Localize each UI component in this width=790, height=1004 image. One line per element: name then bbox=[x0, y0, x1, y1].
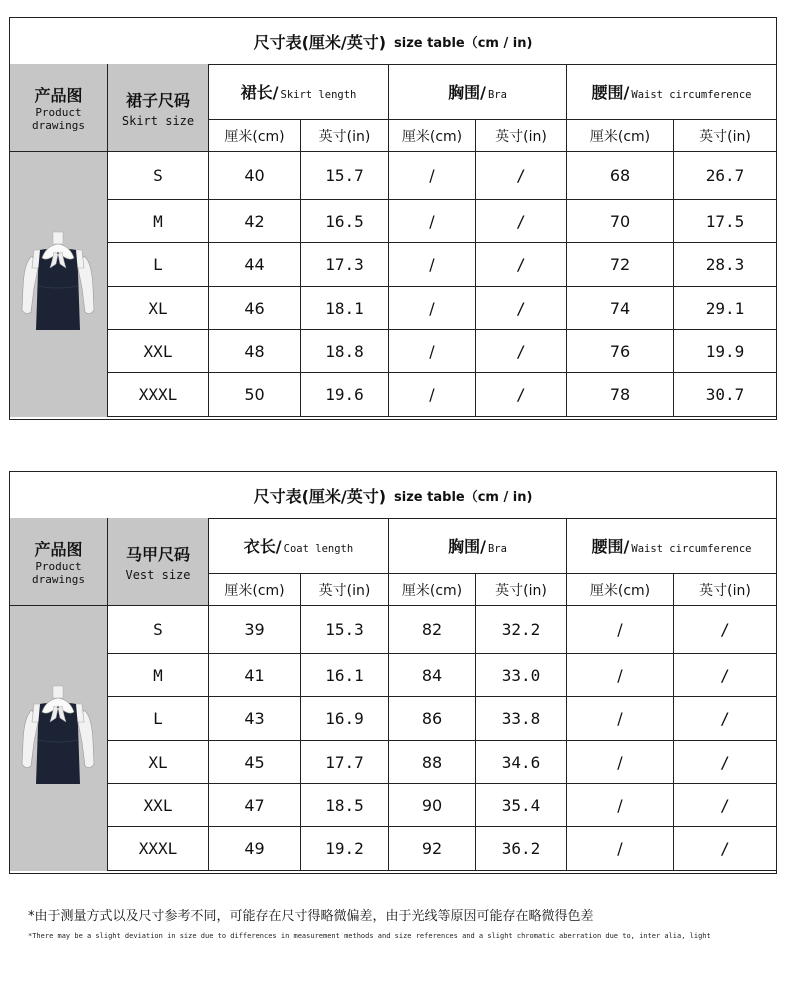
unit-header: 厘米(cm) bbox=[389, 120, 476, 152]
table-cell: 82 bbox=[389, 606, 476, 654]
table-cell: 18.1 bbox=[301, 287, 389, 330]
table-cell: / bbox=[476, 200, 567, 243]
size-label: L bbox=[108, 243, 209, 287]
table-cell: / bbox=[476, 287, 567, 330]
table-cell: 30.7 bbox=[674, 373, 777, 417]
group-header-3 bbox=[567, 518, 777, 574]
size-label: XL bbox=[108, 741, 209, 784]
table-cell: 16.1 bbox=[301, 654, 389, 697]
table-cell: 49 bbox=[209, 827, 301, 871]
group-header-en: Waist circumference bbox=[631, 89, 752, 101]
unit-header: 厘米(cm) bbox=[209, 574, 301, 606]
table-cell: 33.8 bbox=[476, 697, 567, 741]
size-table-2 bbox=[9, 471, 777, 874]
size-table-1 bbox=[9, 17, 777, 420]
table-cell: / bbox=[567, 654, 674, 697]
table-cell: / bbox=[674, 654, 777, 697]
size-header bbox=[108, 64, 209, 152]
table-cell: / bbox=[389, 152, 476, 200]
unit-header: 英寸(in) bbox=[674, 120, 777, 152]
table-cell: 16.9 bbox=[301, 697, 389, 741]
table-cell: 48 bbox=[209, 330, 301, 373]
table-cell: 50 bbox=[209, 373, 301, 417]
table-cell: 17.5 bbox=[674, 200, 777, 243]
group-header-2 bbox=[389, 64, 567, 120]
table-cell: 39 bbox=[209, 606, 301, 654]
table-cell: / bbox=[567, 606, 674, 654]
size-label: XXL bbox=[108, 784, 209, 827]
size-header-en: Vest size bbox=[125, 567, 191, 582]
table-cell: 76 bbox=[567, 330, 674, 373]
table-cell: / bbox=[567, 697, 674, 741]
size-label: XXXL bbox=[108, 373, 209, 417]
size-label: S bbox=[108, 606, 209, 654]
table-cell: 40 bbox=[209, 152, 301, 200]
unit-header: 英寸(in) bbox=[674, 574, 777, 606]
unit-header: 英寸(in) bbox=[301, 120, 389, 152]
size-label: XXXL bbox=[108, 827, 209, 871]
group-header-zh: 腰围/ bbox=[591, 537, 630, 556]
table-title-en: size table（cm / in) bbox=[394, 489, 533, 505]
table-cell: / bbox=[389, 287, 476, 330]
table-cell: 45 bbox=[209, 741, 301, 784]
table-cell: / bbox=[674, 606, 777, 654]
table-cell: 72 bbox=[567, 243, 674, 287]
size-header-en: Skirt size bbox=[121, 113, 195, 128]
table-cell: 15.3 bbox=[301, 606, 389, 654]
table-cell: 46 bbox=[209, 287, 301, 330]
group-header-zh: 衣长/ bbox=[243, 537, 282, 556]
table-cell: / bbox=[389, 373, 476, 417]
table-cell: / bbox=[567, 741, 674, 784]
table-cell: 19.6 bbox=[301, 373, 389, 417]
table-cell: 42 bbox=[209, 200, 301, 243]
footnote-english: *There may be a slight deviation in size due to differences in measurement methods and size references and a slight chromatic aberration due to, inter alia, light bbox=[28, 932, 711, 940]
table-cell: / bbox=[476, 152, 567, 200]
unit-header: 英寸(in) bbox=[476, 574, 567, 606]
group-header-en: Coat length bbox=[283, 543, 354, 555]
table-cell: 29.1 bbox=[674, 287, 777, 330]
product-header bbox=[10, 64, 108, 152]
unit-header: 厘米(cm) bbox=[389, 574, 476, 606]
product-header bbox=[10, 518, 108, 606]
product-header-en-1: Product bbox=[35, 106, 82, 119]
group-header-1 bbox=[209, 518, 389, 574]
table-cell: / bbox=[674, 697, 777, 741]
table-cell: / bbox=[674, 741, 777, 784]
table-title-zh: 尺寸表(厘米/英寸) bbox=[253, 32, 387, 52]
table-cell: / bbox=[476, 243, 567, 287]
table-cell: 15.7 bbox=[301, 152, 389, 200]
table-title-en: size table（cm / in) bbox=[394, 35, 533, 51]
table-title bbox=[10, 472, 776, 519]
table-cell: 41 bbox=[209, 654, 301, 697]
group-header-2 bbox=[389, 518, 567, 574]
table-cell: / bbox=[567, 784, 674, 827]
unit-header: 厘米(cm) bbox=[567, 120, 674, 152]
table-cell: 78 bbox=[567, 373, 674, 417]
size-header-zh: 马甲尺码 bbox=[125, 544, 190, 564]
table-cell: 19.2 bbox=[301, 827, 389, 871]
product-image-cell bbox=[10, 606, 108, 871]
product-header-en-2: drawings bbox=[32, 573, 85, 586]
group-header-zh: 胸围/ bbox=[448, 537, 486, 556]
group-header-3 bbox=[567, 64, 777, 120]
unit-header: 英寸(in) bbox=[476, 120, 567, 152]
table-cell: / bbox=[476, 373, 567, 417]
table-cell: 35.4 bbox=[476, 784, 567, 827]
size-label: M bbox=[108, 654, 209, 697]
table-cell: 26.7 bbox=[674, 152, 777, 200]
table-cell: 90 bbox=[389, 784, 476, 827]
group-header-zh: 胸围/ bbox=[448, 83, 486, 102]
table-cell: 17.7 bbox=[301, 741, 389, 784]
table-cell: / bbox=[389, 200, 476, 243]
table-cell: 18.5 bbox=[301, 784, 389, 827]
table-cell: 28.3 bbox=[674, 243, 777, 287]
table-cell: 36.2 bbox=[476, 827, 567, 871]
table-cell: 32.2 bbox=[476, 606, 567, 654]
unit-header: 英寸(in) bbox=[301, 574, 389, 606]
table-cell: 34.6 bbox=[476, 741, 567, 784]
table-cell: 18.8 bbox=[301, 330, 389, 373]
table-cell: / bbox=[567, 827, 674, 871]
table-title-zh: 尺寸表(厘米/英寸) bbox=[253, 486, 387, 506]
table-title bbox=[10, 18, 776, 65]
group-header-en: Waist circumference bbox=[631, 543, 752, 555]
table-cell: 92 bbox=[389, 827, 476, 871]
group-header-1 bbox=[209, 64, 389, 120]
size-header bbox=[108, 518, 209, 606]
table-cell: 88 bbox=[389, 741, 476, 784]
table-cell: 44 bbox=[209, 243, 301, 287]
product-dress-image bbox=[18, 682, 98, 792]
table-cell: 33.0 bbox=[476, 654, 567, 697]
table-cell: 86 bbox=[389, 697, 476, 741]
product-header-en-1: Product bbox=[35, 560, 82, 573]
table-cell: 70 bbox=[567, 200, 674, 243]
table-cell: 68 bbox=[567, 152, 674, 200]
product-image-cell bbox=[10, 152, 108, 417]
product-dress-image bbox=[18, 228, 98, 338]
table-cell: 74 bbox=[567, 287, 674, 330]
table-cell: / bbox=[389, 330, 476, 373]
table-cell: / bbox=[674, 784, 777, 827]
product-header-zh: 产品图 bbox=[34, 86, 83, 105]
size-label: S bbox=[108, 152, 209, 200]
table-cell: 17.3 bbox=[301, 243, 389, 287]
table-cell: 19.9 bbox=[674, 330, 777, 373]
group-header-en: Bra bbox=[487, 89, 507, 101]
group-header-zh: 腰围/ bbox=[591, 83, 630, 102]
unit-header: 厘米(cm) bbox=[209, 120, 301, 152]
footnote-chinese: *由于测量方式以及尺寸参考不同，可能存在尺寸得略微偏差，由于光线等原因可能存在略微得色差 bbox=[28, 909, 594, 924]
table-cell: 16.5 bbox=[301, 200, 389, 243]
table-cell: / bbox=[389, 243, 476, 287]
size-label: XL bbox=[108, 287, 209, 330]
product-header-zh: 产品图 bbox=[34, 540, 83, 559]
size-label: M bbox=[108, 200, 209, 243]
size-label: XXL bbox=[108, 330, 209, 373]
table-cell: 84 bbox=[389, 654, 476, 697]
table-cell: / bbox=[476, 330, 567, 373]
size-header-zh: 裙子尺码 bbox=[125, 90, 190, 110]
group-header-en: Skirt length bbox=[280, 89, 357, 101]
table-cell: 43 bbox=[209, 697, 301, 741]
table-cell: 47 bbox=[209, 784, 301, 827]
footnotes bbox=[28, 905, 711, 940]
group-header-zh: 裙长/ bbox=[240, 83, 279, 102]
product-header-en-2: drawings bbox=[32, 119, 85, 132]
group-header-en: Bra bbox=[487, 543, 507, 555]
unit-header: 厘米(cm) bbox=[567, 574, 674, 606]
size-label: L bbox=[108, 697, 209, 741]
table-cell: / bbox=[674, 827, 777, 871]
